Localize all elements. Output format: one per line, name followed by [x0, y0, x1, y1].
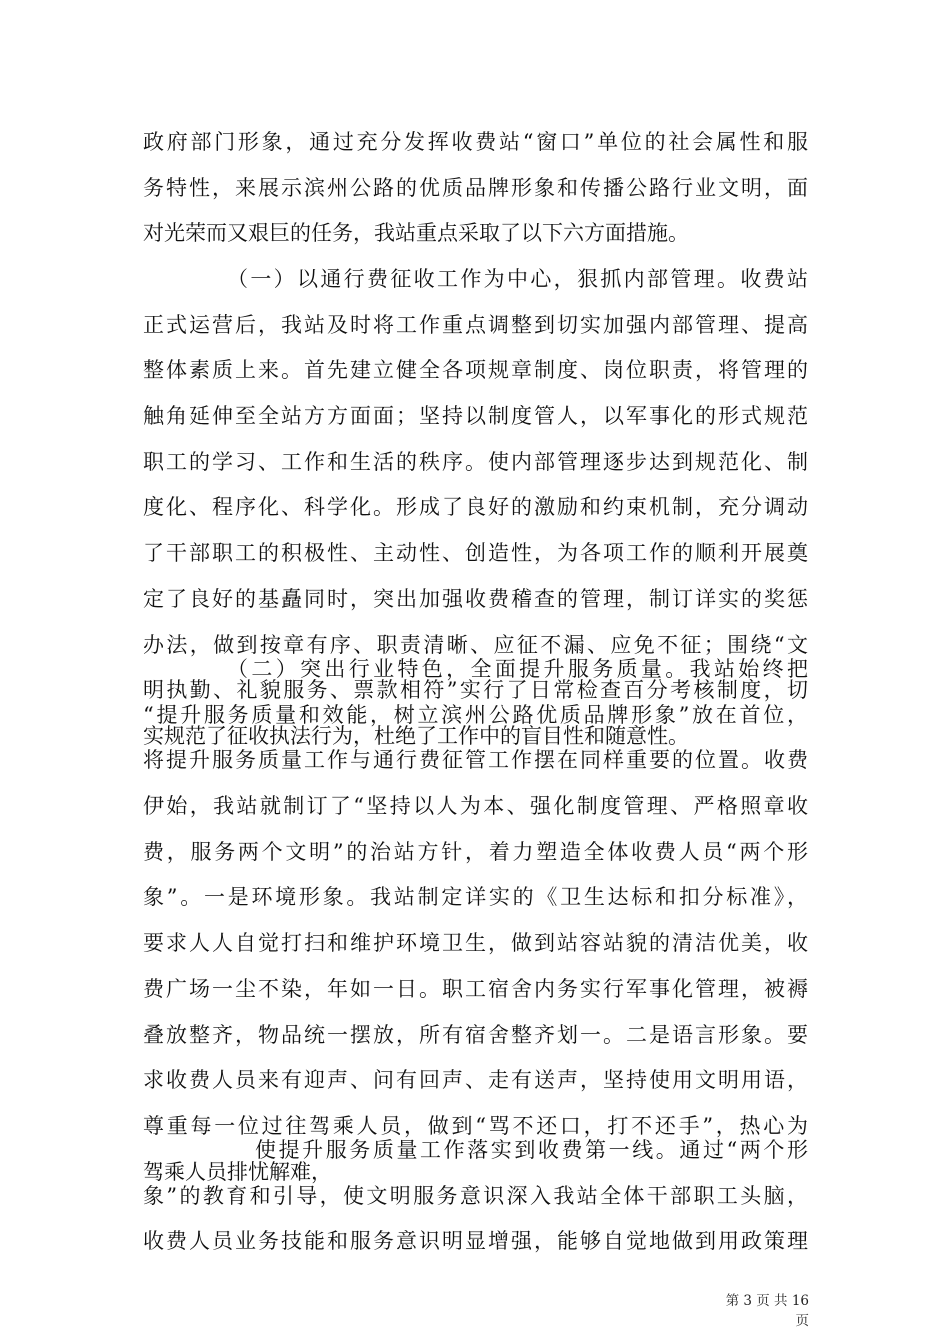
- text-line: 求收费人员来有迎声、问有回声、走有送声，坚持使用文明用语，: [143, 1068, 808, 1093]
- text-line: 明执勤、礼貌服务、票款相符”实行了日常检查百分考核制度，切: [143, 678, 808, 703]
- text-line: 办法，做到按章有序、职责清晰、应征不漏、应免不征；围绕“文: [143, 632, 808, 657]
- text-line: 定了良好的基矗同时，突出加强收费稽查的管理，制订详实的奖惩: [143, 586, 808, 611]
- text-line: 使提升服务质量工作落实到收费第一线。通过“两个形: [255, 1138, 808, 1162]
- text-line: 象”。一是环境形象。我站制定详实的《卫生达标和扣分标准》，: [143, 885, 808, 910]
- text-line: 对光荣而又艰巨的任务，我站重点采取了以下六方面措施。: [143, 221, 689, 246]
- text-line: 收费人员业务技能和服务意识明显增强，能够自觉地做到用政策理: [143, 1229, 808, 1254]
- paragraph-frontline: [143, 1128, 808, 1265]
- text-line: “提升服务质量和效能，树立滨州公路优质品牌形象”放在首位，: [143, 702, 808, 727]
- text-line: 驾乘人员排忧解难，: [143, 1159, 332, 1184]
- text-line: 尊重每一位过往驾乘人员，做到“骂不还口，打不还手”，热心为: [143, 1113, 808, 1138]
- text-line: 正式运营后，我站及时将工作重点调整到切实加强内部管理、提高: [143, 312, 808, 337]
- text-line: 将提升服务质量工作与通行费征管工作摆在同样重要的位置。收费: [143, 748, 808, 773]
- text-line: 叠放整齐，物品统一摆放，所有宿舍整齐划一。二是语言形象。要: [143, 1022, 808, 1047]
- text-line: （一）以通行费征收工作为中心，狠抓内部管理。收费站: [227, 267, 808, 291]
- text-line: 务特性，来展示滨州公路的优质品牌形象和传播公路行业文明，面: [143, 175, 808, 200]
- text-line: （二）突出行业特色，全面提升服务质量。我站始终把: [227, 657, 808, 681]
- text-line: 政府部门形象，通过充分发挥收费站“窗口”单位的社会属性和服: [143, 130, 808, 154]
- text-line: 了干部职工的积极性、主动性、创造性，为各项工作的顺利开展奠: [143, 541, 808, 566]
- text-line: 要求人人自觉打扫和维护环境卫生，做到站容站貌的清洁优美，收: [143, 931, 808, 956]
- text-line: 伊始，我站就制订了“坚持以人为本、强化制度管理、严格照章收: [143, 794, 808, 819]
- text-line: 触角延伸至全站方方面面；坚持以制度管人，以军事化的形式规范: [143, 404, 808, 429]
- text-line: 象”的教育和引导，使文明服务意识深入我站全体干部职工头脑，: [143, 1183, 808, 1208]
- text-line: 费广场一尘不染，年如一日。职工宿舍内务实行军事化管理，被褥: [143, 976, 808, 1001]
- text-line: 度化、程序化、科学化。形成了良好的激励和约束机制，充分调动: [143, 495, 808, 520]
- page-number: 第 3 页 共 16 页: [725, 1293, 809, 1329]
- text-line: 职工的学习、工作和生活的秩序。使内部管理逐步达到规范化、制: [143, 449, 808, 474]
- paragraph-intro: [143, 120, 808, 257]
- text-line: 费，服务两个文明”的治站方针，着力塑造全体收费人员“两个形: [143, 839, 808, 864]
- text-line: 实规范了征收执法行为，杜绝了工作中的盲目性和随意性。: [143, 723, 689, 748]
- text-line: 整体素质上来。首先建立健全各项规章制度、岗位职责，将管理的: [143, 358, 808, 383]
- paragraph-service-quality: [143, 647, 808, 1195]
